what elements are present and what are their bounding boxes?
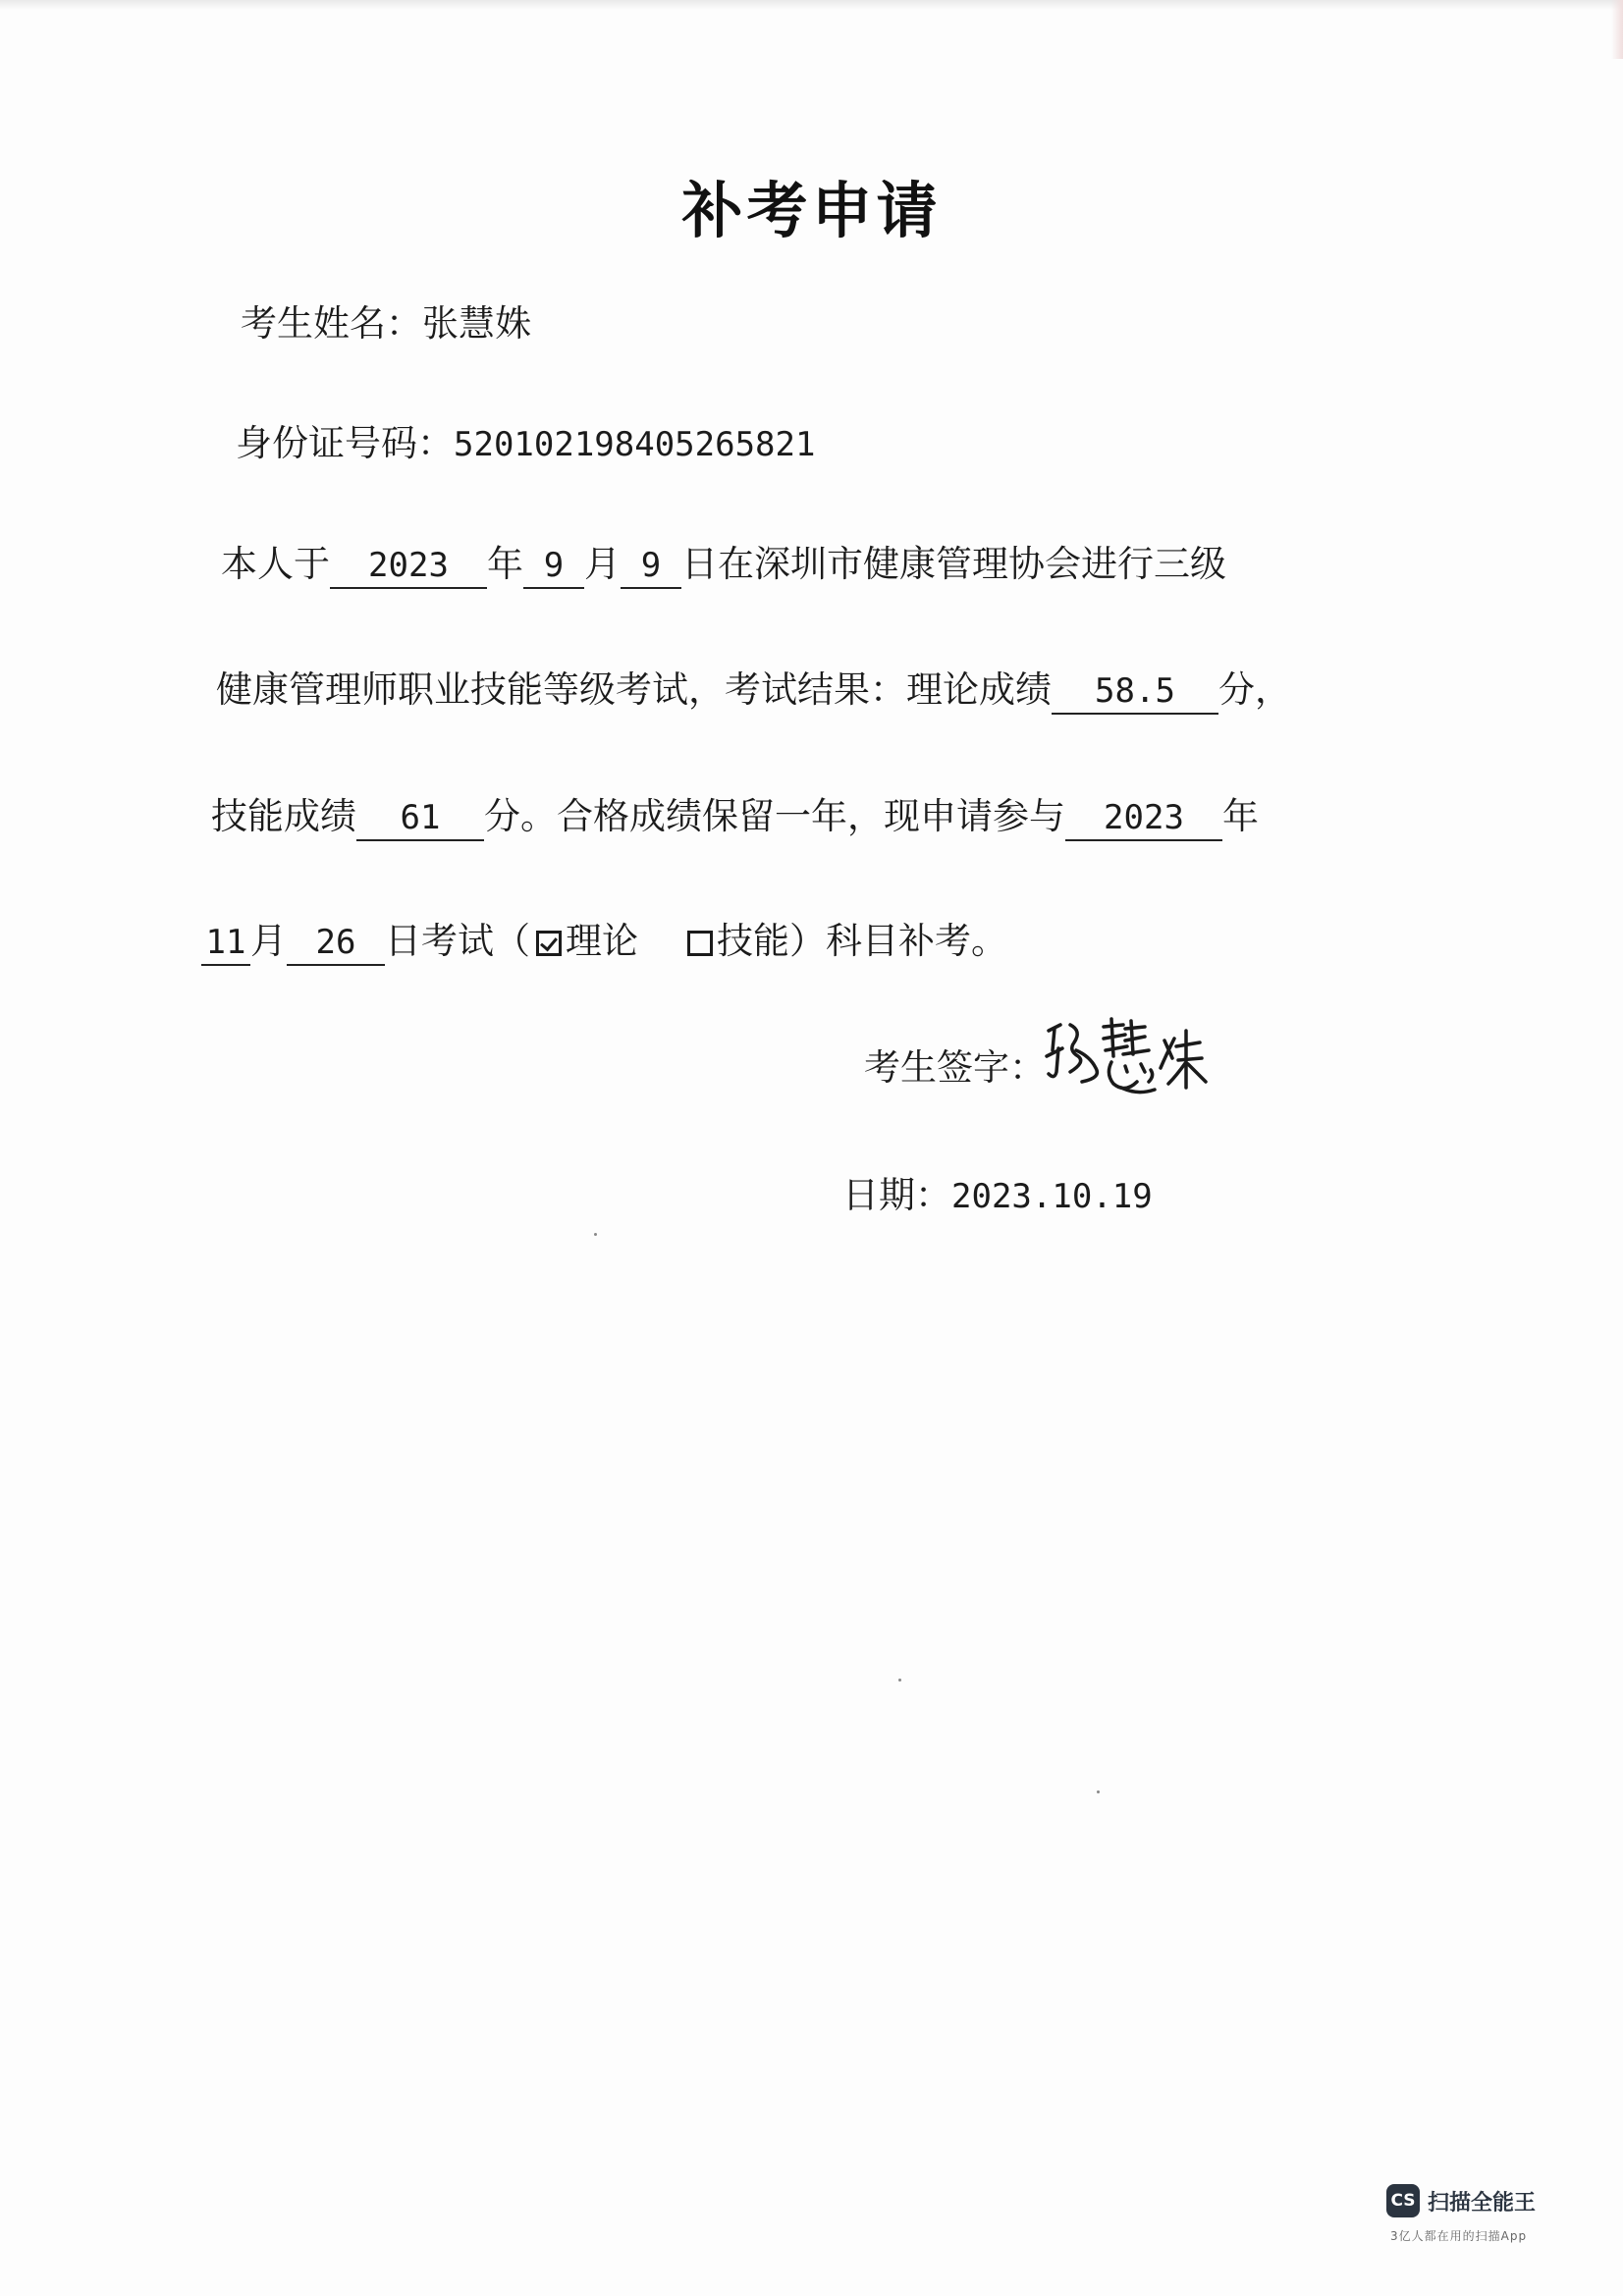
name-value: 张慧姝 xyxy=(422,302,531,345)
date-label: 日期： xyxy=(842,1174,951,1216)
p4-month-unit: 月 xyxy=(250,920,287,962)
theory-option-label: 理论 xyxy=(566,920,638,962)
skill-option-label: 技能 xyxy=(717,920,789,962)
p1-suffix: 日在深圳市健康管理协会进行三级 xyxy=(681,543,1226,585)
p3-prefix: 技能成绩 xyxy=(211,795,356,837)
exam-year-blank: 2023 xyxy=(330,544,487,589)
watermark-app-name: 扫描全能王 xyxy=(1428,2191,1537,2216)
p2-text: 健康管理师职业技能等级考试，考试结果：理论成绩 xyxy=(216,668,1052,711)
paragraph-line-2 xyxy=(216,666,1291,715)
id-label: 身份证号码： xyxy=(236,422,454,464)
signature-label: 考生签字： xyxy=(864,1046,1046,1089)
scan-speck xyxy=(898,1679,901,1682)
retake-year-blank: 2023 xyxy=(1065,796,1222,841)
watermark-tagline: 3亿人都在用的扫描App xyxy=(1390,2229,1528,2243)
paragraph-line-4 xyxy=(201,917,1007,966)
exam-month-blank: 9 xyxy=(523,544,584,589)
theory-checkbox xyxy=(536,931,562,956)
signature-line xyxy=(864,1043,1046,1093)
p2-unit: 分， xyxy=(1218,668,1291,711)
p3-middle: 分。合格成绩保留一年，现申请参与 xyxy=(484,795,1065,837)
p1-year-unit: 年 xyxy=(487,543,523,585)
paragraph-line-1 xyxy=(221,540,1226,589)
p1-month-unit: 月 xyxy=(584,543,621,585)
retake-day-blank: 26 xyxy=(287,921,385,966)
p1-prefix: 本人于 xyxy=(221,543,330,585)
exam-day-blank: 9 xyxy=(621,544,681,589)
p4-suffix: ）科目补考。 xyxy=(789,920,1007,962)
retake-month-blank: 11 xyxy=(201,921,250,966)
id-value: 520102198405265821 xyxy=(454,425,816,464)
camscanner-logo-icon: CS xyxy=(1386,2184,1420,2217)
date-value: 2023.10.19 xyxy=(951,1177,1153,1216)
scan-edge-right xyxy=(1611,0,1623,59)
handwritten-signature xyxy=(1043,1011,1229,1099)
skill-checkbox xyxy=(687,931,713,956)
name-label: 考生姓名： xyxy=(241,302,422,345)
p3-year-unit: 年 xyxy=(1222,795,1259,837)
date-line xyxy=(842,1171,1153,1221)
scanner-watermark xyxy=(1386,2184,1583,2263)
paragraph-line-3 xyxy=(211,792,1259,841)
skill-score-blank: 61 xyxy=(356,796,484,841)
p4-exam-text: 日考试（ xyxy=(385,920,530,962)
scan-speck xyxy=(594,1233,597,1236)
document-title: 补考申请 xyxy=(681,175,942,246)
theory-score-blank: 58.5 xyxy=(1052,669,1218,715)
name-line xyxy=(241,299,531,348)
scan-speck xyxy=(1097,1790,1100,1793)
scan-edge-top xyxy=(0,0,1623,10)
id-line xyxy=(236,419,815,469)
